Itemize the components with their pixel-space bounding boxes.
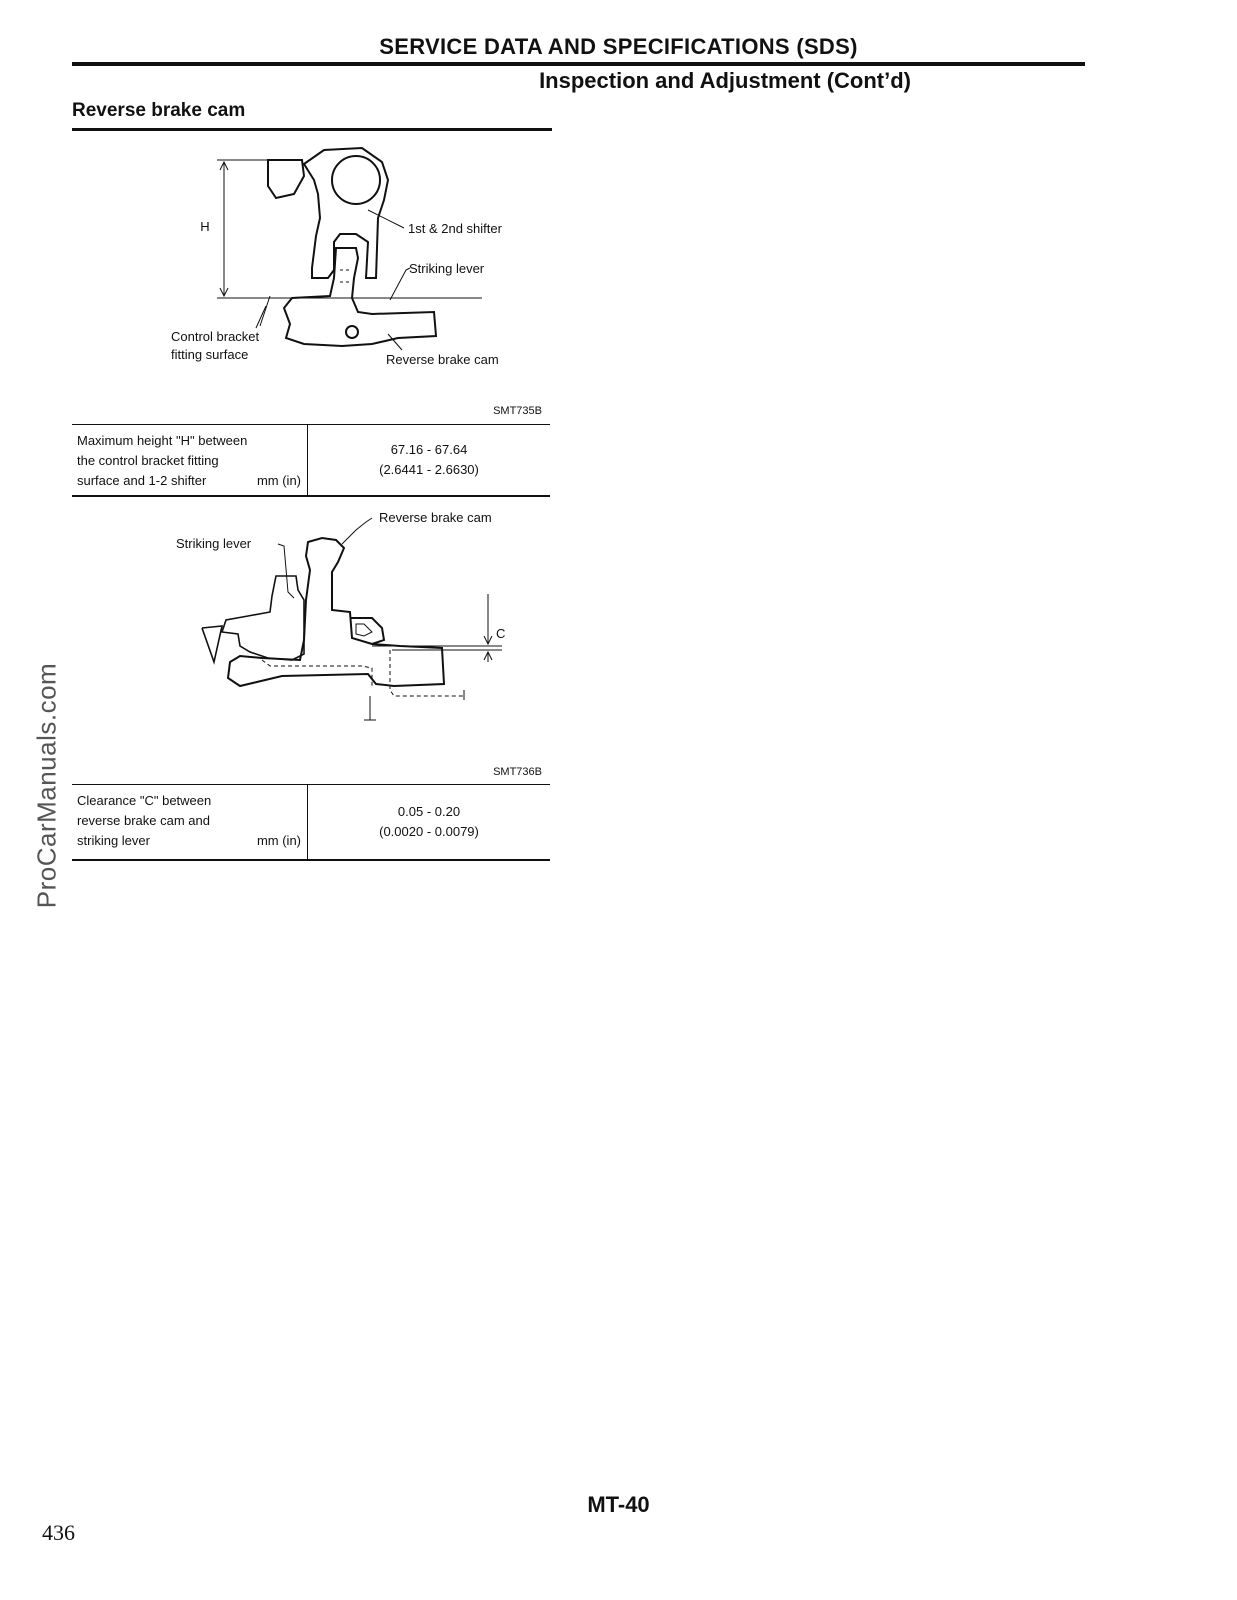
fig2-label-striking-lever: Striking lever: [176, 536, 252, 551]
section-rule: [72, 128, 552, 131]
fig2-code: SMT736B: [493, 766, 542, 778]
fig1-label-h: H: [200, 219, 210, 234]
spec2-unit: mm (in): [256, 833, 301, 848]
fig2-label-c: C: [496, 626, 506, 641]
page-number: 436: [42, 1520, 75, 1545]
fig1-label-control-bracket-1: Control bracket: [171, 329, 260, 344]
spec1-value-in: (2.6441 - 2.6630): [379, 462, 479, 477]
spec1-description: [72, 425, 308, 495]
header-rule: [72, 62, 1085, 66]
fig1-label-control-bracket-2: fitting surface: [171, 347, 249, 362]
fig1-label-striking-lever: Striking lever: [409, 261, 485, 276]
spec2-line1: Clearance "C" between: [77, 793, 212, 808]
fig1-label-shifter: 1st & 2nd shifter: [408, 221, 502, 236]
spec1-value: [308, 425, 550, 495]
page-subtitle: Inspection and Adjustment (Cont’d): [539, 68, 911, 93]
spec2-line3: striking lever: [77, 833, 150, 848]
spec2-description: [72, 785, 308, 859]
spec2-value: [308, 785, 550, 859]
fig1-code: SMT735B: [493, 405, 542, 417]
section-heading: Reverse brake cam: [72, 100, 246, 121]
spec2-value-mm: 0.05 - 0.20: [397, 804, 461, 819]
spec1-value-mm: 67.16 - 67.64: [390, 442, 468, 457]
spec2-line2: reverse brake cam and: [77, 813, 210, 828]
spec2-line3-row: [77, 831, 301, 851]
spec-table-clearance: [72, 784, 550, 861]
page-title: SERVICE DATA AND SPECIFICATIONS (SDS): [379, 34, 858, 59]
spec1-line2: the control bracket fitting: [77, 453, 219, 468]
watermark: ProCarManuals.com: [31, 662, 62, 909]
spec1-line3: surface and 1-2 shifter: [77, 473, 207, 488]
figure-smt735b-drawing: [72, 138, 552, 424]
spec-table-height: [72, 424, 550, 497]
figure-smt735b: [72, 138, 552, 424]
fig1-label-reverse-brake-cam: Reverse brake cam: [386, 352, 499, 367]
spec2-value-in: (0.0020 - 0.0079): [379, 824, 479, 839]
page-code: MT-40: [587, 1492, 650, 1517]
spec1-line3-row: [77, 471, 301, 491]
figure-smt736b: [72, 500, 552, 784]
spec1-line1: Maximum height "H" between: [77, 433, 248, 448]
figure-smt736b-drawing: [72, 500, 552, 784]
fig2-label-reverse-brake-cam: Reverse brake cam: [379, 510, 492, 525]
spec1-unit: mm (in): [256, 473, 301, 488]
